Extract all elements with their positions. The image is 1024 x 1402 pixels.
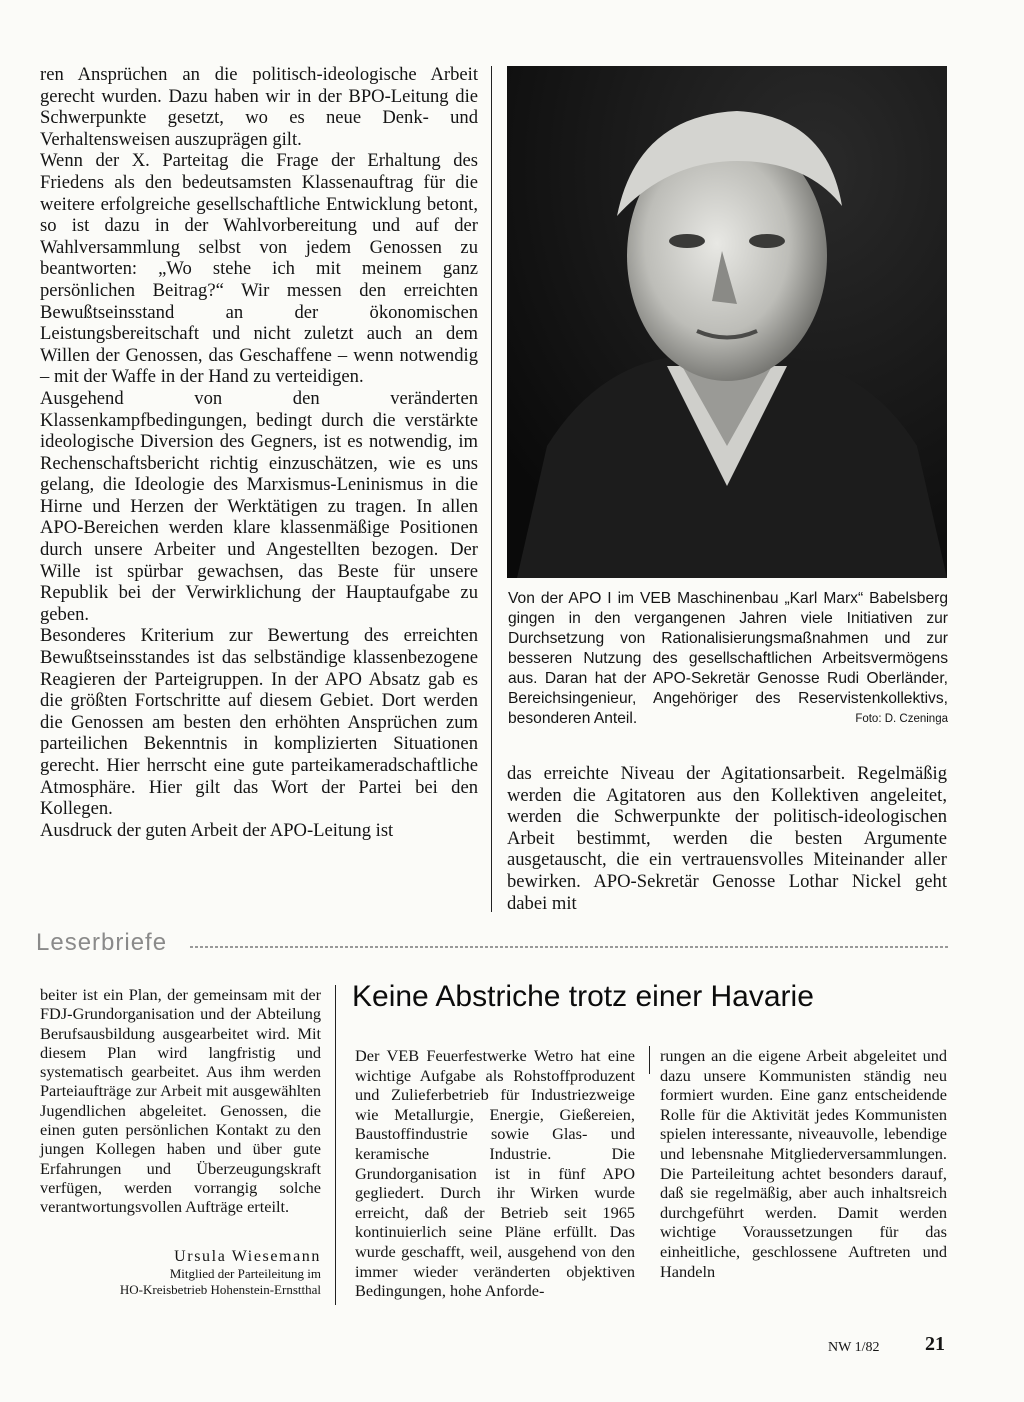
paragraph: ren Ansprüchen an die politisch-ideologische Arbeit gerecht wurden. Dazu haben wir in der BPO-Leitung die Schwerpunkte gesetzt, wo es neue Denk- und Verhaltensweisen auszuprägen gilt. bbox=[40, 64, 478, 150]
section-label: Leserbriefe bbox=[36, 929, 168, 956]
article-left-column bbox=[40, 64, 478, 841]
portrait-photo bbox=[507, 66, 947, 578]
letter-headline: Keine Abstriche trotz einer Havarie bbox=[352, 980, 814, 1013]
caption-text: Von der APO I im VEB Maschinenbau „Karl Marx“ Babelsberg gingen in den vergangenen Jahren viele Initiativen zur Durchsetzung von Rationalisierungsmaßnahmen und zur besseren Nutzung des gesellschaftlichen Arbeitsvermögens aus. Daran hat der APO-Sekretär Genosse Rudi Oberländer, Bereichsingenieur, Angehöriger des Reservistenkollektivs, besonderen Anteil. bbox=[508, 590, 948, 727]
article-right-column bbox=[507, 763, 947, 914]
author-role-line: Mitglied der Parteileitung im bbox=[169, 1266, 321, 1281]
letter-right-column bbox=[660, 1046, 947, 1281]
letter-left-column bbox=[40, 985, 321, 1217]
column-divider bbox=[491, 66, 492, 912]
portrait-image bbox=[507, 66, 947, 578]
photo-caption bbox=[508, 589, 948, 729]
paragraph: Besonderes Kriterium zur Bewertung des erreichten Bewußtseinsstandes ist das selbständige klassenbezogene Reagieren der Parteigruppen. In der APO Absatz gab es die größten Fortschritte auf diesem Gebiet. Dort werden die Genossen am besten den erhöhten Ansprüchen zum parteilichen Bekenntnis in komplizierten Situationen gerecht. Hier herrscht eine gute parteikameradschaftliche Atmosphäre. Hier gilt das Wort der Partei bei den Kollegen. bbox=[40, 625, 478, 820]
author-role bbox=[40, 1266, 321, 1298]
column-divider bbox=[335, 985, 336, 1305]
photo-credit: Foto: D. Czeninga bbox=[855, 713, 948, 725]
column-divider bbox=[649, 1046, 650, 1074]
issue-number: NW 1/82 bbox=[828, 1340, 880, 1355]
author-name: Ursula Wiesemann bbox=[174, 1248, 321, 1265]
paragraph: Ausdruck der guten Arbeit der APO-Leitung ist bbox=[40, 819, 394, 841]
paragraph: das erreichte Niveau der Agitationsarbeit. Regelmäßig werden die Agitatoren aus den Kollektiven angeleitet, werden die Schwerpunkte der politisch-ideologischen Arbeit bestimmt, werden die besten Argumente ausgetauscht, die ein vertrauensvolles Miteinander aller bewirken. APO-Sekretär Genosse Lothar Nickel geht dabei mit bbox=[507, 763, 947, 914]
letter-middle-column bbox=[355, 1046, 635, 1301]
letter-signature bbox=[40, 1248, 321, 1298]
paragraph: Wenn der X. Parteitag die Frage der Erhaltung des Friedens als den bedeutsamsten Klassenauftrag für die weitere erfolgreiche gesellschaftliche Entwicklung betont, so ist dazu in der Wahlvorbereitung und auf der Wahlversammlung selbst von jedem Genossen zu beantworten: „Wo stehe ich mit meinem ganz persönlichen Beitrag?“ Wir messen den erreichten Bewußtseinsstand an der ökonomischen Leistungsbereitschaft und nicht zuletzt auch an dem Willen der Genossen, das Geschaffene – wenn notwendig – mit der Waffe in der Hand zu verteidigen. bbox=[40, 150, 478, 388]
paragraph: beiter ist ein Plan, der gemeinsam mit der FDJ-Grundorganisation und der Abteilung Berufsausbildung ausgearbeitet wird. Mit diesem Plan wird langfristig und systematisch gearbeitet. Aus ihm werden Parteiaufträge zur Arbeit mit ausgewählten Jugendlichen abgeleitet. Genossen, die einen guten persönlichen Kontakt zu den jungen Kollegen haben und über gute Erfahrungen und Überzeugungskraft verfügen, werden vorrangig solche verantwortungsvollen Aufträge erteilt. bbox=[40, 985, 321, 1217]
paragraph: rungen an die eigene Arbeit abgeleitet und dazu unsere Kommunisten ständig neu formiert wurden. Eine ganz entscheidende Rolle für die Aktivität jedes Kommunisten spielen interessante, niveauvolle, lebendige und lebensnahe Mitgliederversammlungen. Die Parteileitung achtet besonders darauf, daß sie regelmäßig, aber auch inhaltsreich durchgeführt werden. Damit werden wichtige Voraussetzungen für das einheitliche, geschlossene Auftreten und Handeln bbox=[660, 1046, 947, 1281]
paragraph: Der VEB Feuerfestwerke Wetro hat eine wichtige Aufgabe als Rohstoffproduzent und Zulieferbetrieb für Industriezweige wie Metallurgie, Energie, Gießereien, Baustoffindustrie sowie Glas- und keramische Industrie. Die Grundorganisation ist in fünf APO gegliedert. Durch ihr Wirken wurde erreicht, daß der Betrieb seit 1965 kontinuierlich seine Pläne erfüllt. Das wurde geschafft, weil, ausgehend von den immer wieder veränderten objektiven Bedingungen, hohe Anforde- bbox=[355, 1046, 635, 1301]
author-role-line: HO-Kreisbetrieb Hohenstein-Ernstthal bbox=[119, 1282, 321, 1297]
section-divider bbox=[190, 946, 950, 948]
page-number: 21 bbox=[925, 1333, 945, 1355]
paragraph: Ausgehend von den veränderten Klassenkampfbedingungen, bedingt durch die verstärkte ideologische Diversion des Gegners, ist es notwendig, im Rechenschaftsbericht richtig einzuschätzen, wie es uns gelang, die Ideologie des Marxismus-Leninismus in die Hirne und Herzen der Werktätigen zu tragen. In allen APO-Bereichen werden klare klassenmäßige Positionen durch unsere Arbeiter und Angestellten bezogen. Der Wille ist spürbar gewachsen, das Beste für unsere Republik bei der Verwirklichung der Hauptaufgabe zu geben. bbox=[40, 387, 478, 625]
